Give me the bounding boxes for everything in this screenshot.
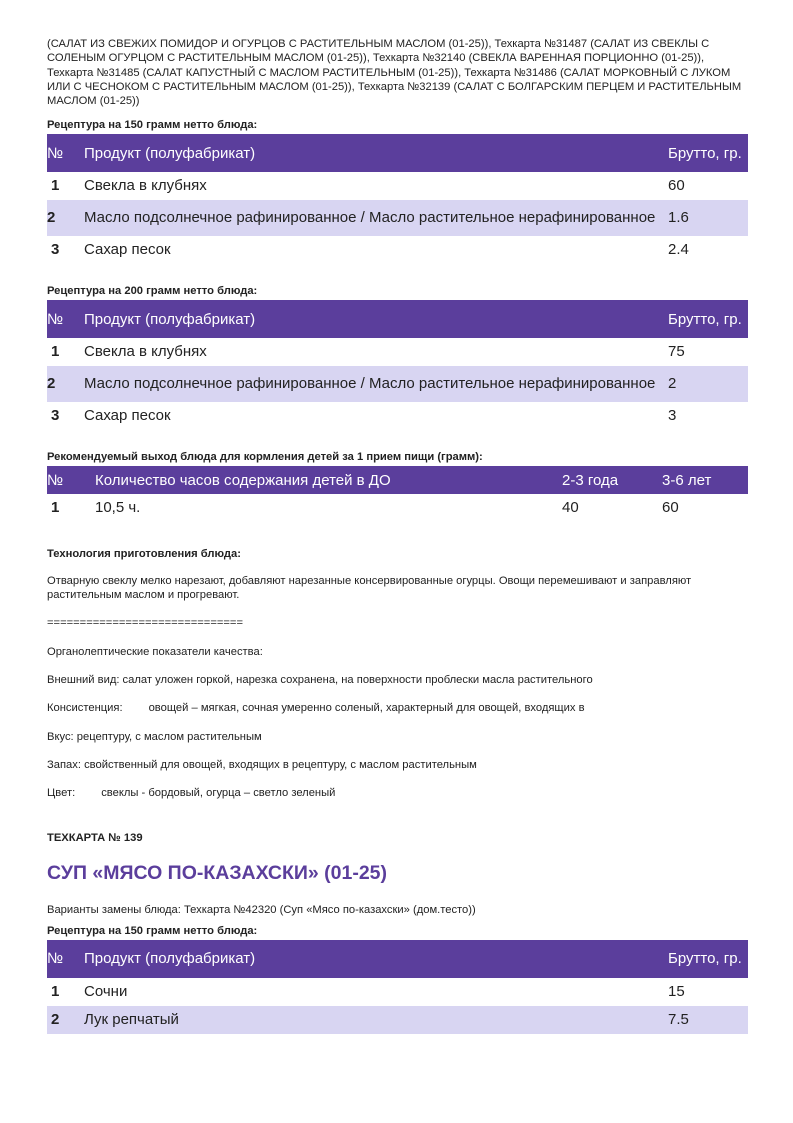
- recipe-200-table: [47, 300, 748, 430]
- replacement-text: Варианты замены блюда: Техкарта №42320 (Суп «Мясо по-казахски» (дом.тесто)): [47, 904, 476, 917]
- row-number: 2: [47, 200, 84, 236]
- table-header-row: [47, 466, 748, 494]
- col-num-header: №: [47, 466, 84, 494]
- row-number: 1: [51, 343, 60, 361]
- col-gross-header: Брутто, гр.: [668, 134, 748, 172]
- recipe-150-table: [47, 134, 748, 264]
- smell-text: Запах: свойственный для овощей, входящих в рецептуру, с маслом растительным: [47, 758, 477, 771]
- yield-heading: Рекомендуемый выход блюда для кормления детей за 1 прием пищи (грамм):: [47, 451, 483, 464]
- col-age1-header: 2-3 года: [562, 466, 662, 494]
- table-row: [47, 172, 748, 200]
- gross-amount: 60: [668, 177, 685, 195]
- color-label: Цвет:: [47, 787, 76, 800]
- col-product-header: Продукт (полуфабрикат): [84, 134, 668, 172]
- col-hours-header: Количество часов содержания детей в ДО: [84, 466, 562, 494]
- hours-value: 10,5 ч.: [95, 499, 141, 517]
- table-header-row: [47, 134, 748, 172]
- col-num-header: №: [47, 940, 84, 978]
- age1-value: 40: [562, 499, 579, 517]
- product-name: Масло подсолнечное рафинированное / Масло растительное нерафинированное: [84, 366, 668, 402]
- technology-heading: Технология приготовления блюда:: [47, 548, 241, 561]
- gross-amount: 7.5: [668, 1006, 748, 1034]
- product-name: Масло подсолнечное рафинированное / Масло растительное нерафинированное: [84, 200, 668, 236]
- col-gross-header: Брутто, гр.: [668, 300, 748, 338]
- document-page: [47, 37, 748, 1034]
- col-num-header: №: [47, 134, 84, 172]
- separator-line: ==============================: [47, 617, 243, 630]
- table-header-row: [47, 940, 748, 978]
- consistency-line: [47, 701, 748, 715]
- table-row: [47, 236, 748, 264]
- col-product-header: Продукт (полуфабрикат): [84, 940, 668, 978]
- table-row: [47, 494, 748, 522]
- table-header-row: [47, 300, 748, 338]
- gross-amount: 2: [668, 366, 748, 402]
- consistency-text: овощей – мягкая, сочная умеренно соленый, характерный для овощей, входящих в: [148, 702, 585, 715]
- product-name: Сочни: [84, 982, 128, 1000]
- row-number: 1: [51, 982, 60, 1000]
- row-number: 2: [47, 366, 84, 402]
- taste-text: Вкус: рецептуру, с маслом растительным: [47, 730, 262, 743]
- recipe-200-section: [47, 284, 748, 430]
- consistency-label: Консистенция:: [47, 702, 123, 715]
- row-number: 1: [51, 499, 60, 517]
- techcard-number: ТЕХКАРТА № 139: [47, 832, 143, 845]
- gross-amount: 1.6: [668, 200, 748, 236]
- gross-amount: 3: [668, 407, 677, 425]
- dish-title: СУП «МЯСО ПО-КАЗАХСКИ» (01-25): [47, 862, 388, 885]
- recipe-150-section: [47, 118, 748, 264]
- product-name: Сахар песок: [84, 407, 171, 425]
- row-number: 3: [51, 241, 60, 259]
- recipe-200-heading: Рецептура на 200 грамм нетто блюда:: [47, 285, 258, 298]
- table-row: [47, 402, 748, 430]
- yield-table: [47, 466, 748, 522]
- product-name: Свекла в клубнях: [84, 343, 207, 361]
- soup-recipe-table: [47, 940, 748, 1034]
- gross-amount: 75: [668, 343, 685, 361]
- col-gross-header: Брутто, гр.: [668, 940, 748, 978]
- table-row: [47, 200, 748, 236]
- product-name: Свекла в клубнях: [84, 177, 207, 195]
- technology-section: [47, 547, 748, 800]
- replacement-variants-text: (САЛАТ ИЗ СВЕЖИХ ПОМИДОР И ОГУРЦОВ С РАСТИТЕЛЬНЫМ МАСЛОМ (01-25)), Техкарта №31487 (САЛАТ ИЗ СВЕКЛЫ С СОЛЕНЫМ ОГУРЦОМ С РАСТИТЕЛЬНЫМ МАСЛОМ (01-25)), Техкарта №32140 (СВЕКЛА ВАРЕННАЯ ПОРЦИОННО (01-25)), Техкарта №31485 (САЛАТ КАПУСТНЫЙ С МАСЛОМ РАСТИТЕЛЬНЫМ (01-25)), Техкарта №31486 (САЛАТ МОРКОВНЫЙ С ЛУКОМ ИЛИ С ЧЕСНОКОМ С РАСТИТЕЛЬНЫМ МАСЛОМ (01-25)), Техкарта №32139 (САЛАТ С БОЛГАРСКИМ ПЕРЦЕМ И РАСТИТЕЛЬНЫМ МАСЛОМ (01-25)): [47, 38, 742, 108]
- table-row: [47, 1006, 748, 1034]
- product-name: Сахар песок: [84, 241, 171, 259]
- row-number: 1: [51, 177, 60, 195]
- gross-amount: 2.4: [668, 241, 689, 259]
- organoleptic-title: Органолептические показатели качества:: [47, 645, 263, 658]
- product-name: Лук репчатый: [84, 1006, 668, 1034]
- row-number: 2: [47, 1006, 84, 1034]
- table-row: [47, 366, 748, 402]
- row-number: 3: [51, 407, 60, 425]
- color-line: [47, 786, 748, 800]
- techcard-139-section: [47, 832, 748, 1033]
- color-text: свеклы - бордовый, огурца – светло зеленый: [101, 787, 336, 800]
- appearance-text: Внешний вид: салат уложен горкой, нарезка сохранена, на поверхности проблески масла растительного: [47, 673, 593, 686]
- table-row: [47, 978, 748, 1006]
- col-age2-header: 3-6 лет: [662, 466, 748, 494]
- yield-section: [47, 450, 748, 522]
- technology-text: Отварную свеклу мелко нарезают, добавляют нарезанные консервированные огурцы. Овощи перемешивают и заправляют растительным маслом и прогревают.: [47, 574, 692, 602]
- gross-amount: 15: [668, 982, 685, 1000]
- recipe-150-heading: Рецептура на 150 грамм нетто блюда:: [47, 119, 258, 132]
- age2-value: 60: [662, 499, 679, 517]
- col-num-header: №: [47, 300, 84, 338]
- table-row: [47, 338, 748, 366]
- recipe-150-heading: Рецептура на 150 грамм нетто блюда:: [47, 924, 258, 937]
- col-product-header: Продукт (полуфабрикат): [84, 300, 668, 338]
